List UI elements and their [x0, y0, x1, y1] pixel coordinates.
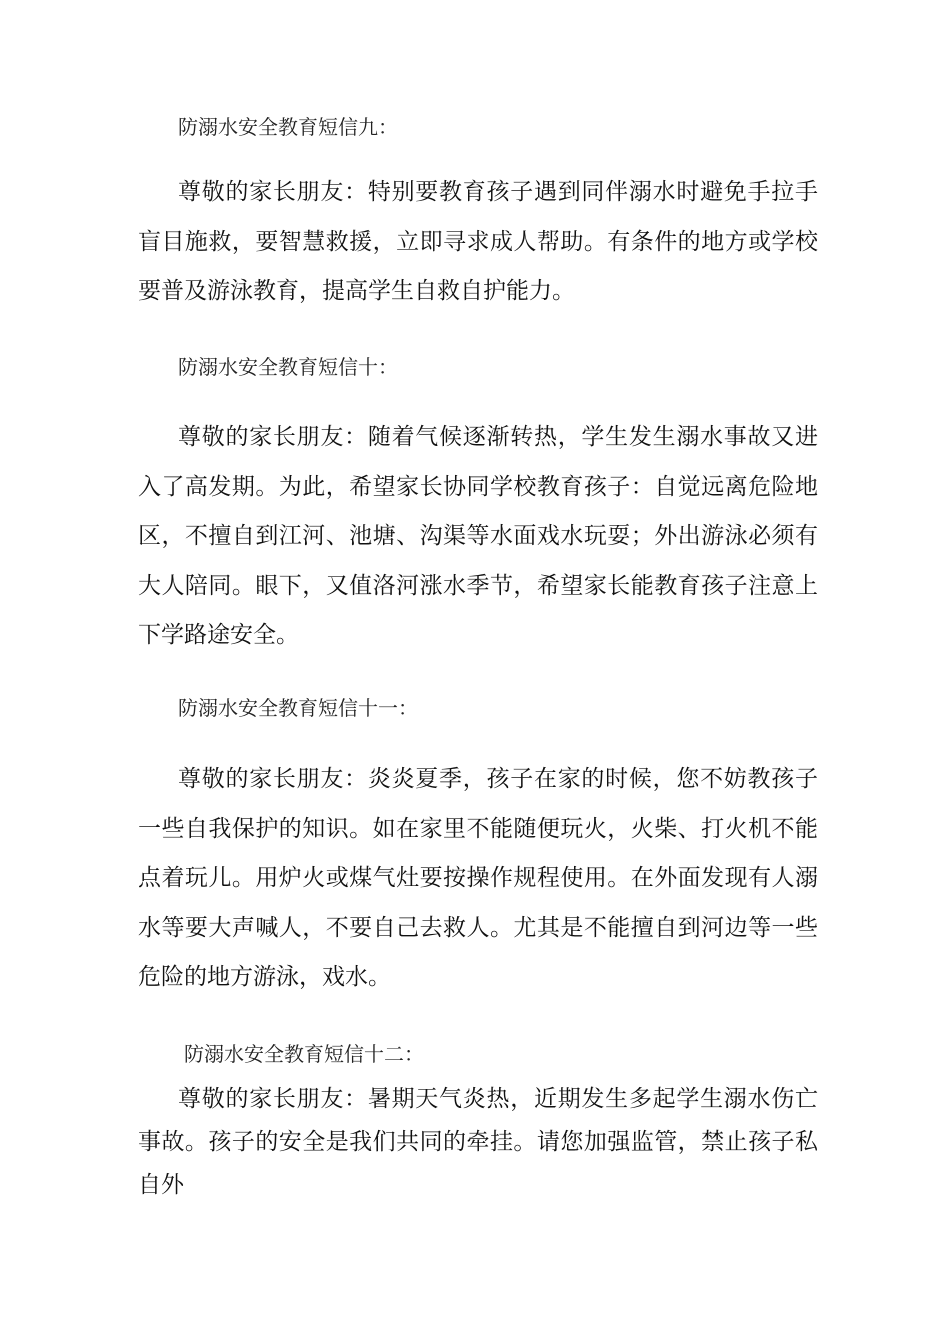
section-body: 尊敬的家长朋友：暑期天气炎热，近期发生多起学生溺水伤亡事故。孩子的安全是我们共同的牵挂。请您加强监管，禁止孩子私自外	[138, 1086, 818, 1198]
section-heading: 防溺水安全教育短信十一：	[178, 696, 418, 720]
section-heading: 防溺水安全教育短信十二：	[184, 1042, 424, 1066]
section-body: 尊敬的家长朋友：特别要教育孩子遇到同伴溺水时避免手拉手盲目施救，要智慧救援，立即寻求成人帮助。有条件的地方或学校要普及游泳教育，提高学生自救自护能力。	[138, 179, 818, 304]
section-body: 尊敬的家长朋友：炎炎夏季，孩子在家的时候，您不妨教孩子一些自我保护的知识。如在家里不能随便玩火，火柴、打火机不能点着玩儿。用炉火或煤气灶要按操作规程使用。在外面发现有人溺水等要大声喊人，不要自己去救人。尤其是不能擅自到河边等一些危险的地方游泳，戏水。	[138, 766, 818, 990]
section-body: 尊敬的家长朋友：随着气候逐渐转热，学生发生溺水事故又进入了高发期。为此，希望家长协同学校教育孩子：自觉远离危险地区，不擅自到江河、池塘、沟渠等水面戏水玩耍；外出游泳必须有大人陪同。眼下，又值洛河涨水季节，希望家长能教育孩子注意上下学路途安全。	[138, 424, 818, 648]
section-heading: 防溺水安全教育短信九：	[178, 115, 398, 139]
section-heading: 防溺水安全教育短信十：	[178, 355, 398, 379]
